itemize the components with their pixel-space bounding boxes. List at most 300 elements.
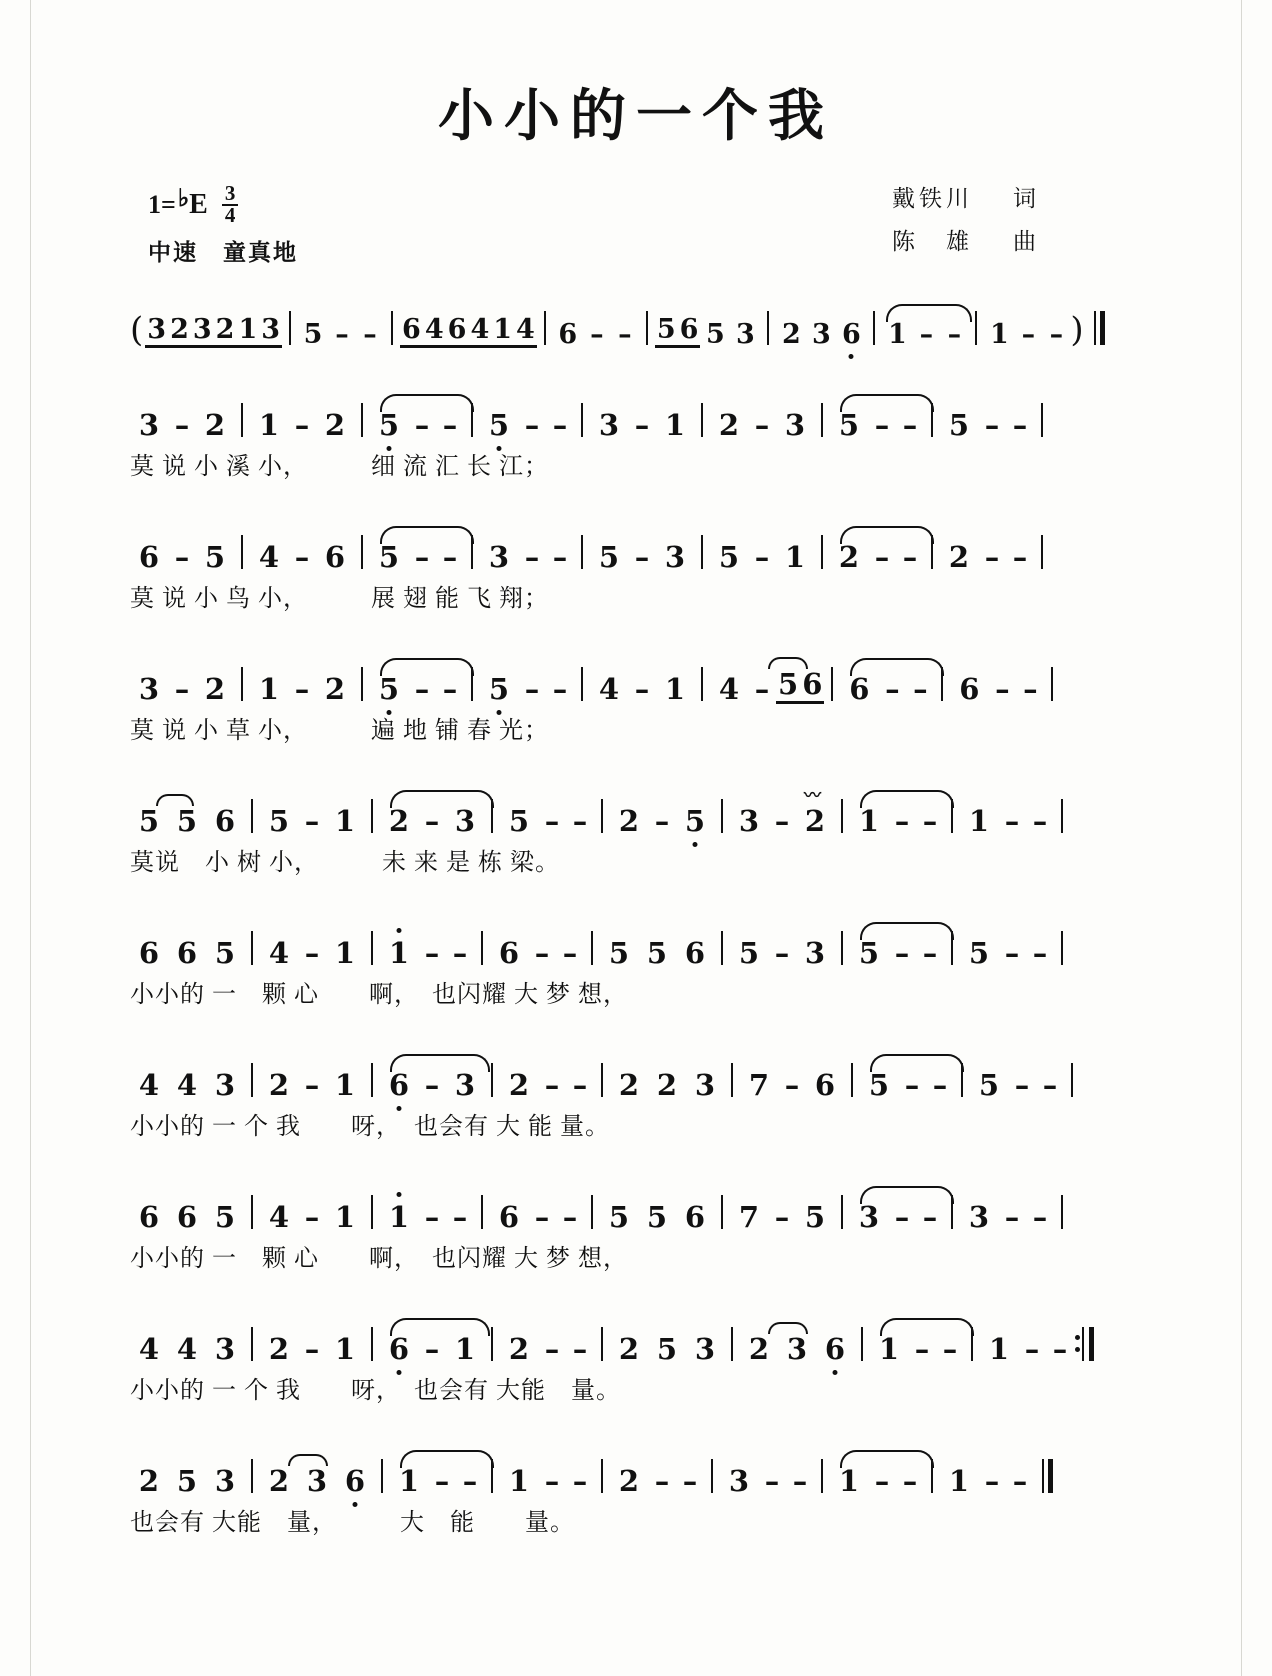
note: 2 [618, 804, 640, 838]
dash: – [874, 408, 890, 442]
lyrics-text: 莫 说 小 草 小， 遍 地 铺 春 光； [130, 718, 549, 744]
note: 3 [694, 1068, 716, 1102]
note: 6 [684, 1200, 706, 1234]
measure [380, 804, 484, 838]
barline [701, 667, 703, 701]
measure [260, 936, 364, 970]
barline [841, 1195, 843, 1229]
lyrics-text: 莫说 小 树 小， 未 来 是 栋 梁。 [130, 850, 560, 876]
note: 3 [306, 1464, 328, 1498]
lyric-row-line4 [130, 836, 1142, 880]
note: 1 [508, 1464, 530, 1498]
dash: – [1012, 540, 1028, 574]
note: 6 [380, 1071, 418, 1100]
system-line4 [130, 778, 1142, 880]
note: 3 [598, 408, 620, 442]
note: 5 [214, 936, 236, 970]
lyric-row-line2 [130, 572, 1142, 616]
note: 1 [398, 1464, 420, 1498]
barline [391, 311, 393, 345]
note: 5 [656, 314, 676, 345]
measure [145, 316, 282, 348]
barline [361, 403, 363, 437]
time-signature [222, 181, 239, 227]
note: 4 [516, 314, 535, 345]
measure [260, 1332, 364, 1366]
barline [371, 799, 373, 833]
note: 3 [968, 1200, 990, 1234]
measure [730, 936, 834, 970]
note: 2 [388, 804, 410, 838]
barline [841, 799, 843, 833]
note: 1 [334, 804, 356, 838]
dash: – [424, 1200, 440, 1234]
measure [380, 1068, 484, 1102]
system-line8 [130, 1306, 1142, 1408]
measure [250, 672, 354, 706]
measure [655, 316, 761, 348]
note: 1 [238, 314, 258, 345]
barline [873, 311, 875, 345]
dash: – [902, 408, 918, 442]
dash: – [424, 1068, 440, 1102]
notes-row-line5 [130, 910, 1142, 968]
note: 5 [370, 675, 408, 704]
measure [850, 804, 944, 838]
note: 6 [558, 319, 578, 350]
lyrics-text: 小小的 一 颗 心 啊， 也闪耀 大 梦 想， [130, 982, 628, 1008]
note: 3 [138, 672, 160, 706]
note: 2 [215, 314, 235, 345]
barline [371, 1195, 373, 1229]
lyricist-row [892, 178, 1040, 221]
dash: – [618, 319, 632, 350]
lyric-row-line5 [130, 968, 1142, 1012]
barline [731, 1063, 733, 1097]
notes-row-line3 [130, 646, 1142, 704]
notes-row-line2 [130, 514, 1142, 572]
measure [740, 1332, 854, 1366]
measure [860, 1068, 954, 1102]
note: 5 [378, 540, 400, 574]
measure [260, 1068, 364, 1102]
note: 4 [718, 672, 740, 706]
dash: – [902, 1464, 918, 1498]
measure [130, 804, 244, 838]
note: 3 [214, 1332, 236, 1366]
note: 2 [838, 540, 860, 574]
lyrics-text: 小小的 一 个 我 呀， 也会有 大能 量。 [130, 1378, 621, 1404]
barline [241, 403, 243, 437]
note: 2 [618, 1332, 640, 1366]
barline [821, 1459, 823, 1493]
dash: – [534, 936, 550, 970]
note: 3 [738, 804, 760, 838]
note: 2 [324, 408, 346, 442]
measure [940, 1464, 1034, 1498]
note: 5 [598, 540, 620, 574]
dash: – [942, 1332, 958, 1366]
barline [471, 667, 473, 701]
dash: – [304, 936, 320, 970]
measure [370, 540, 464, 574]
barline [241, 667, 243, 701]
note: 1 [334, 1068, 356, 1102]
note: 3 [147, 314, 167, 345]
barline [601, 1063, 603, 1097]
dash: – [434, 1464, 450, 1498]
dash: – [304, 1068, 320, 1102]
measure [950, 672, 1044, 706]
dash: – [294, 672, 310, 706]
barline [481, 1195, 483, 1229]
dash: – [634, 408, 650, 442]
barline [1061, 1195, 1063, 1229]
barline [251, 1459, 253, 1493]
repeat-end-barline [1082, 1327, 1094, 1361]
note: 6 [836, 321, 866, 348]
barline [381, 1459, 383, 1493]
barline [931, 1459, 933, 1493]
note: 5 [948, 408, 970, 442]
note: 4 [176, 1332, 198, 1366]
note: 1 [334, 1200, 356, 1234]
barline [1071, 1063, 1073, 1097]
dash: – [552, 408, 568, 442]
lyrics-text: 小小的 一 个 我 呀， 也会有 大 能 量。 [130, 1114, 610, 1140]
dash: – [572, 1068, 588, 1102]
note: 6 [679, 314, 699, 345]
dash: – [552, 540, 568, 574]
lyrics-text: 也会有 大能 量， 大 能 量。 [130, 1510, 575, 1536]
dash: – [544, 1068, 560, 1102]
barline [471, 535, 473, 569]
song-title: 小小的一个我 [438, 83, 834, 149]
system-line5 [130, 910, 1142, 1012]
note: 6 [802, 667, 823, 701]
note: 4 [258, 540, 280, 574]
note: 1 [334, 1332, 356, 1366]
barline [601, 799, 603, 833]
dash: – [922, 936, 938, 970]
note: 2 [718, 408, 740, 442]
dash: – [634, 540, 650, 574]
dash: – [572, 804, 588, 838]
measure [500, 1332, 594, 1366]
note: 5 [718, 540, 740, 574]
note: 3 [488, 540, 510, 574]
measure [610, 804, 714, 838]
beam-group [236, 316, 282, 348]
dash: – [1012, 408, 1028, 442]
note: 3 [261, 314, 281, 345]
note: 2 [204, 672, 226, 706]
barline [251, 1327, 253, 1361]
measure [500, 804, 594, 838]
barline [646, 311, 648, 345]
dash: – [1042, 1068, 1058, 1102]
measure [710, 408, 814, 442]
note: 7 [748, 1068, 770, 1102]
note: 7 [738, 1200, 760, 1234]
dash: – [544, 1464, 560, 1498]
measure [500, 1068, 594, 1102]
key-prefix: 1= [148, 189, 176, 219]
lyric-row-line1 [130, 440, 1142, 484]
measure [480, 408, 574, 442]
note: 5 [858, 936, 880, 970]
note: 6 [959, 672, 980, 706]
barline [601, 1459, 603, 1493]
note: 5 [656, 1332, 678, 1366]
system-line3 [130, 646, 1142, 748]
barline [767, 311, 769, 345]
time-denominator: 4 [224, 202, 236, 227]
lyricist-role: 词 [1013, 186, 1040, 211]
measure [490, 936, 584, 970]
note: 6 [402, 314, 421, 345]
note: 2 [170, 314, 189, 345]
measure [400, 316, 537, 348]
dash: – [654, 1464, 670, 1498]
dash: – [894, 1200, 910, 1234]
dash: – [452, 936, 468, 970]
note: 4 [598, 672, 620, 706]
note: 3 [858, 1200, 880, 1234]
note: 3 [214, 1464, 236, 1498]
barline [851, 1063, 853, 1097]
measure [553, 321, 639, 348]
dash: – [894, 936, 910, 970]
measure [960, 936, 1054, 970]
note: 4 [268, 936, 290, 970]
note: 2 [748, 1332, 770, 1366]
note: 6 [380, 1335, 418, 1364]
barline [491, 1063, 493, 1097]
dash: – [914, 1332, 930, 1366]
dash: – [764, 1464, 780, 1498]
dash: – [947, 319, 962, 350]
dash: – [424, 936, 440, 970]
dash: – [572, 1332, 588, 1366]
note: 6 [176, 936, 198, 970]
note: 1 [664, 408, 686, 442]
note: 5 [214, 1200, 236, 1234]
note: 3 [214, 1068, 236, 1102]
dash: – [984, 1464, 1000, 1498]
lyrics-text: 莫 说 小 溪 小， 细 流 汇 长 江； [130, 454, 549, 480]
barline [701, 403, 703, 437]
note: 6 [498, 936, 520, 970]
barline [251, 931, 253, 965]
dash: – [754, 540, 770, 574]
measure [130, 672, 234, 706]
barline [1061, 799, 1063, 833]
dash: – [524, 540, 540, 574]
dash: – [874, 540, 890, 574]
note: 5 [608, 936, 630, 970]
dash: – [174, 540, 190, 574]
notes-row-line7 [130, 1174, 1142, 1232]
dash: – [1004, 1200, 1020, 1234]
measure [882, 321, 968, 348]
note: 6 [447, 314, 467, 345]
dash: – [1052, 1332, 1068, 1366]
beam-group [191, 316, 237, 348]
measure [500, 1464, 594, 1498]
measure [984, 321, 1070, 348]
note: 1 [838, 1464, 860, 1498]
note: 4 [138, 1068, 160, 1102]
barline [251, 1195, 253, 1229]
note: 3 [784, 408, 806, 442]
measure [370, 672, 464, 706]
lyric-row-line6 [130, 1100, 1142, 1144]
dash: – [984, 408, 1000, 442]
note: 3 [736, 319, 755, 350]
note: 2 [948, 540, 970, 574]
measure [130, 936, 244, 970]
note: 1 [258, 672, 280, 706]
note: 2 [268, 1332, 290, 1366]
note: 3 [812, 319, 831, 350]
notes-row-line6 [130, 1042, 1142, 1100]
dash: – [414, 408, 430, 442]
barline [241, 535, 243, 569]
beam-group [145, 316, 191, 348]
dash: – [562, 936, 578, 970]
dash: – [1032, 1200, 1048, 1234]
dash: – [590, 319, 604, 350]
measure [250, 408, 354, 442]
system-intro [130, 290, 1142, 348]
barline [544, 311, 546, 345]
beam-group [491, 316, 537, 348]
dash: – [1023, 672, 1038, 706]
barline [975, 311, 977, 345]
note: 5 [370, 411, 408, 440]
system-line1 [130, 382, 1142, 484]
note: 1 [493, 314, 513, 345]
measure [610, 1464, 704, 1498]
measure [960, 1200, 1054, 1234]
measure [850, 1200, 944, 1234]
dash: – [442, 408, 458, 442]
measure [840, 672, 934, 706]
note: 6 [138, 936, 160, 970]
note: 6 [816, 1335, 854, 1364]
dash: – [442, 672, 458, 706]
measure [940, 540, 1034, 574]
barline [841, 931, 843, 965]
note: 4 [470, 314, 490, 345]
barline [1051, 667, 1053, 701]
dash: – [414, 540, 430, 574]
mordent-icon: 〰 [804, 786, 819, 806]
note: 1 [948, 1464, 970, 1498]
lyrics-text: 小小的 一 颗 心 啊， 也闪耀 大 梦 想， [130, 1246, 628, 1272]
note: 1 [988, 1332, 1010, 1366]
barline [471, 403, 473, 437]
system-line2 [130, 514, 1142, 616]
dash: – [1049, 319, 1064, 350]
barline [931, 535, 933, 569]
note: 3 [454, 804, 476, 838]
barline [951, 799, 953, 833]
notes-row-line1 [130, 382, 1142, 440]
dash: – [885, 672, 900, 706]
music-systems [0, 290, 1272, 1540]
note: 5 [138, 804, 160, 838]
composer-role: 曲 [1013, 228, 1040, 254]
dash: – [304, 1332, 320, 1366]
measure [740, 1068, 844, 1102]
dash: – [1032, 804, 1048, 838]
lyrics-text: 莫 说 小 鸟 小， 展 翅 能 飞 翔； [130, 586, 549, 612]
note: 2 [618, 1068, 640, 1102]
dash: – [922, 1200, 938, 1234]
measure [610, 1068, 724, 1102]
note: 5 [508, 804, 530, 838]
note: 6 [138, 1200, 160, 1234]
note: 5 [968, 936, 990, 970]
composer-name: 陈 雄 [892, 228, 973, 254]
measure [590, 408, 694, 442]
measure [720, 1464, 814, 1498]
notes-row-line9 [130, 1438, 1142, 1496]
dash: – [1004, 936, 1020, 970]
note: 2 [782, 319, 801, 350]
barline [491, 799, 493, 833]
note: 3 [804, 936, 826, 970]
beam-group [655, 316, 701, 348]
note: 5 [646, 936, 668, 970]
note: 1 [258, 408, 280, 442]
measure [380, 1332, 484, 1366]
measure [380, 1200, 474, 1234]
barline [289, 311, 291, 345]
measure [610, 1332, 724, 1366]
dash: – [874, 1464, 890, 1498]
note: 6 [336, 1467, 374, 1496]
dash: – [774, 936, 790, 970]
barline [951, 931, 953, 965]
barline [1041, 403, 1043, 437]
note: 5 [480, 675, 518, 704]
dash: – [534, 1200, 550, 1234]
note: 1 [784, 540, 806, 574]
note: 3 [138, 408, 160, 442]
note: 6 [498, 1200, 520, 1234]
note: 2 [618, 1464, 640, 1498]
measure [130, 408, 234, 442]
dash: – [294, 408, 310, 442]
dash: – [304, 1200, 320, 1234]
dash: – [414, 672, 430, 706]
beam-group [446, 316, 492, 348]
measure [710, 540, 814, 574]
note: 5 [176, 804, 198, 838]
note: 6 [684, 936, 706, 970]
note: 6 [849, 672, 870, 706]
dash: – [544, 1332, 560, 1366]
system-line6 [130, 1042, 1142, 1144]
note: 5 [480, 411, 518, 440]
barline [581, 535, 583, 569]
measure [130, 540, 234, 574]
note: 6 [214, 804, 236, 838]
system-line7 [130, 1174, 1142, 1276]
